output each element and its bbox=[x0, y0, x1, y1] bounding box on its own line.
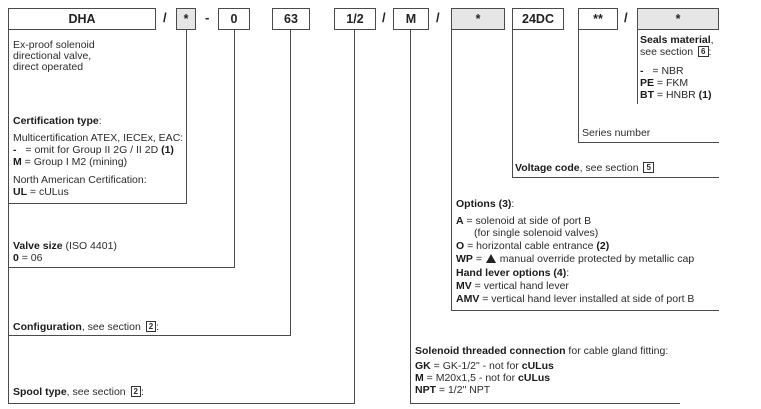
connector-line bbox=[410, 30, 411, 404]
connector-line bbox=[512, 30, 513, 178]
connector-line bbox=[451, 30, 452, 311]
voltage-code-text: , see section bbox=[579, 162, 642, 174]
code-star-1: * bbox=[183, 12, 189, 26]
seals-section-badge: 6 bbox=[698, 46, 708, 57]
seals-item-key: BT bbox=[640, 89, 654, 101]
spool-text: , see section bbox=[66, 386, 129, 398]
connector-line bbox=[186, 30, 187, 204]
bracket-line bbox=[8, 30, 9, 404]
omit-key: - bbox=[13, 144, 17, 156]
option-amv-key: AMV bbox=[456, 293, 480, 305]
seals-heading bbox=[640, 34, 714, 47]
solenoid-m-text: = M20x1,5 - not for bbox=[423, 372, 519, 384]
solenoid-connection-heading bbox=[415, 345, 668, 358]
ul-text: = cULus bbox=[27, 186, 69, 198]
valve-size-text: = 06 bbox=[18, 252, 43, 264]
seals-item-text: = FKM bbox=[654, 77, 689, 89]
seals-item-key: PE bbox=[640, 77, 655, 89]
hand-lever-colon: : bbox=[566, 267, 570, 279]
code-box-double-star bbox=[578, 8, 618, 30]
option-o bbox=[456, 240, 609, 253]
seals-item-note: (1) bbox=[698, 89, 712, 101]
code-m: M bbox=[405, 12, 417, 26]
code-box-star-3 bbox=[637, 8, 719, 30]
series-number-label: Series number bbox=[582, 127, 651, 139]
valve-size-heading bbox=[13, 240, 117, 253]
spool-title: Spool type bbox=[13, 386, 67, 398]
solenoid-m-bold: cULus bbox=[518, 372, 551, 384]
description-line-1: Ex-proof solenoid bbox=[13, 39, 95, 51]
certification-na-heading: North American Certification: bbox=[13, 174, 147, 186]
description-line-2: directional valve, bbox=[13, 50, 92, 62]
option-a-sub: (for single solenoid valves) bbox=[474, 227, 599, 239]
connector-line bbox=[8, 267, 235, 268]
connector-line bbox=[8, 403, 355, 404]
seals-item-key: - bbox=[640, 65, 644, 77]
solenoid-gk-bold: cULus bbox=[521, 360, 554, 372]
connector-line bbox=[578, 142, 719, 143]
code-box-voltage bbox=[512, 8, 564, 30]
option-mv-text: = vertical hand lever bbox=[471, 280, 569, 292]
voltage-code-title: Voltage code bbox=[515, 162, 580, 174]
code-dha: DHA bbox=[68, 12, 96, 26]
connector-line bbox=[8, 203, 187, 204]
connector-line bbox=[512, 177, 719, 178]
solenoid-gk bbox=[415, 360, 554, 373]
seals-item bbox=[640, 77, 688, 90]
code-star-3: * bbox=[675, 12, 681, 26]
certification-omit bbox=[13, 144, 174, 157]
spool-colon: : bbox=[141, 386, 144, 398]
omit-note: (1) bbox=[161, 144, 174, 156]
code-box-star-1 bbox=[176, 8, 196, 30]
certification-multi-heading: Multicertification ATEX, IECEx, EAC: bbox=[13, 132, 184, 144]
connector-line bbox=[354, 30, 355, 404]
code-dash: - bbox=[205, 10, 210, 25]
spool-type-label bbox=[13, 386, 144, 399]
valve-size-title: Valve size bbox=[13, 240, 63, 252]
code-box-star-2 bbox=[451, 8, 505, 30]
certification-ul bbox=[13, 186, 69, 199]
solenoid-connection-text: for cable gland fitting: bbox=[565, 345, 669, 357]
configuration-section-badge: 2 bbox=[146, 321, 156, 332]
code-slash: / bbox=[436, 10, 440, 25]
configuration-text: , see section bbox=[81, 321, 144, 333]
valve-size-value bbox=[13, 252, 43, 265]
options-title: Options bbox=[456, 198, 496, 210]
code-zero: 0 bbox=[230, 12, 238, 26]
hand-lever-heading bbox=[456, 267, 569, 280]
option-mv bbox=[456, 280, 569, 293]
solenoid-gk-key: GK bbox=[415, 360, 431, 372]
code-box-half bbox=[334, 8, 376, 30]
ul-key: UL bbox=[13, 186, 27, 198]
certification-mining bbox=[13, 156, 127, 169]
configuration-title: Configuration bbox=[13, 321, 82, 333]
option-wp-equals: = bbox=[472, 253, 485, 265]
code-slash: / bbox=[163, 10, 167, 25]
solenoid-npt-text: = 1/2" NPT bbox=[436, 384, 491, 396]
mining-key: M bbox=[13, 156, 22, 168]
seals-item-text: = NBR bbox=[649, 65, 684, 77]
seals-see-section bbox=[640, 46, 711, 59]
options-note: (3) bbox=[495, 198, 512, 210]
option-amv-text: = vertical hand lever installed at side of port B bbox=[479, 293, 695, 305]
option-mv-key: MV bbox=[456, 280, 472, 292]
option-a bbox=[456, 215, 591, 228]
solenoid-m-key: M bbox=[415, 372, 424, 384]
warning-icon bbox=[486, 254, 496, 263]
omit-text: = omit for Group II 2G / II 2D bbox=[22, 144, 162, 156]
code-slash: / bbox=[624, 10, 628, 25]
seals-title: Seals material bbox=[640, 34, 711, 46]
hand-lever-title: Hand lever options (4) bbox=[456, 267, 567, 279]
mining-text: = Group I M2 (mining) bbox=[21, 156, 128, 168]
voltage-section-badge: 5 bbox=[643, 162, 653, 173]
option-wp-key: WP bbox=[456, 253, 473, 265]
option-o-note: (2) bbox=[596, 240, 610, 252]
connector-line bbox=[637, 30, 638, 104]
options-heading bbox=[456, 198, 514, 211]
voltage-code-label bbox=[515, 162, 654, 175]
code-half: 1/2 bbox=[346, 12, 364, 26]
spool-section-badge: 2 bbox=[131, 386, 141, 397]
solenoid-gk-text: = GK-1/2" - not for bbox=[430, 360, 522, 372]
solenoid-m bbox=[415, 372, 550, 385]
connector-line bbox=[234, 30, 235, 268]
connector-line bbox=[578, 30, 579, 143]
code-63: 63 bbox=[284, 12, 298, 26]
description-line-3: direct operated bbox=[13, 61, 84, 73]
seals-see-text: see section bbox=[640, 46, 697, 58]
option-o-key: O bbox=[456, 240, 465, 252]
code-voltage: 24DC bbox=[522, 12, 554, 26]
solenoid-npt-key: NPT bbox=[415, 384, 436, 396]
connector-line bbox=[8, 335, 291, 336]
solenoid-connection-title: Solenoid threaded connection bbox=[415, 345, 566, 357]
connector-line bbox=[410, 403, 680, 404]
seals-colon: : bbox=[708, 46, 712, 58]
configuration-label bbox=[13, 321, 159, 334]
option-a-text: = solenoid at side of port B bbox=[463, 215, 592, 227]
code-slash: / bbox=[382, 10, 386, 25]
code-box-dha bbox=[8, 8, 156, 30]
valve-size-key: 0 bbox=[13, 252, 19, 264]
certification-title: Certification type bbox=[13, 115, 99, 127]
valve-size-note: (ISO 4401) bbox=[62, 240, 117, 252]
configuration-colon: : bbox=[156, 321, 160, 333]
option-a-key: A bbox=[456, 215, 464, 227]
code-star-2: * bbox=[475, 12, 481, 26]
seals-item bbox=[640, 65, 684, 78]
solenoid-npt bbox=[415, 384, 490, 397]
option-o-text: = horizontal cable entrance bbox=[464, 240, 597, 252]
option-wp-text: manual override protected by metallic cap bbox=[496, 253, 695, 265]
code-box-63 bbox=[272, 8, 310, 30]
code-box-zero bbox=[218, 8, 250, 30]
seals-item-text: = HNBR bbox=[654, 89, 699, 101]
options-colon: : bbox=[511, 198, 515, 210]
certification-colon: : bbox=[98, 115, 102, 127]
option-wp bbox=[456, 253, 694, 266]
code-double-star: ** bbox=[593, 12, 603, 26]
seals-comma: , bbox=[710, 34, 714, 46]
connector-line bbox=[290, 30, 291, 336]
code-box-m bbox=[393, 8, 429, 30]
option-amv bbox=[456, 293, 694, 306]
connector-line bbox=[451, 310, 719, 311]
certification-heading bbox=[13, 115, 102, 128]
seals-item bbox=[640, 89, 711, 102]
